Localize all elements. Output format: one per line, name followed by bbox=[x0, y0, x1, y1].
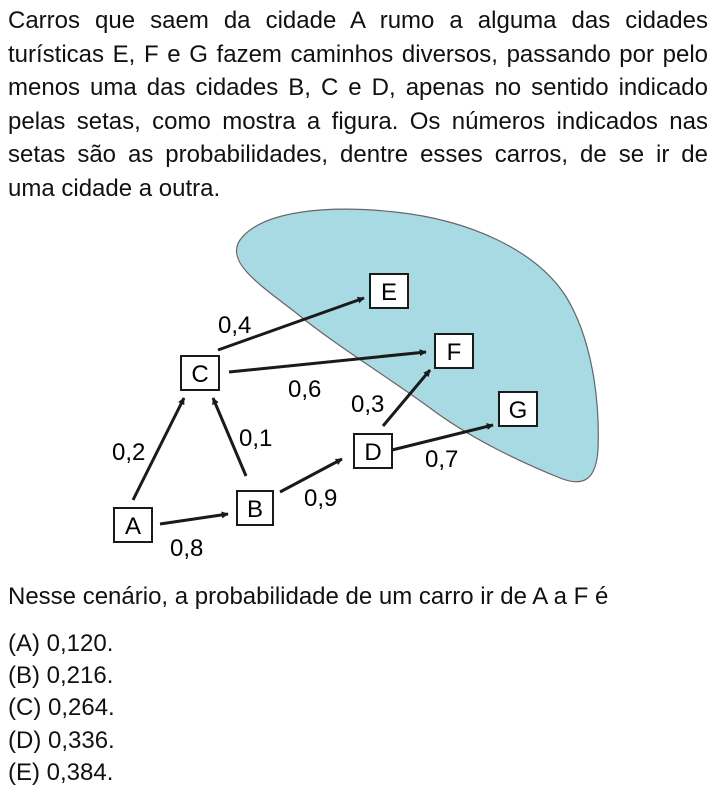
edge-label-a-c: 0,2 bbox=[112, 439, 146, 466]
answer-option-d[interactable]: (D) 0,336. bbox=[8, 726, 115, 754]
node-c-label: C bbox=[191, 361, 209, 388]
node-f-label: F bbox=[446, 339, 462, 366]
answer-option-a[interactable]: (A) 0,120. bbox=[8, 630, 114, 657]
node-e-label: E bbox=[380, 279, 398, 306]
node-g-label: G bbox=[508, 397, 528, 424]
statement-line: pelas setas, como mostra a figura. Os números indicados nas bbox=[8, 107, 708, 135]
answer-options bbox=[8, 628, 115, 789]
node-f bbox=[435, 334, 473, 368]
answer-option-e[interactable]: (E) 0,384. bbox=[8, 758, 114, 786]
node-d-label: D bbox=[364, 439, 382, 466]
arrow-a-to-b bbox=[160, 514, 228, 524]
edge-label-c-e: 0,4 bbox=[218, 312, 252, 339]
node-c bbox=[181, 356, 219, 390]
question-text: Nesse cenário, a probabilidade de um carro ir de A a F é bbox=[8, 583, 609, 610]
statement-line: turísticas E, F e G fazem caminhos diversos, passando por pelo bbox=[8, 40, 708, 68]
statement-line: menos uma das cidades B, C e D, apenas no sentido indicado bbox=[8, 74, 708, 102]
edge-label-b-c: 0,1 bbox=[239, 425, 273, 452]
node-b bbox=[237, 491, 273, 525]
node-d bbox=[354, 434, 392, 468]
edge-label-d-g: 0,7 bbox=[425, 446, 459, 473]
node-b-label: B bbox=[246, 496, 264, 523]
edge-label-a-b: 0,8 bbox=[170, 535, 204, 562]
answer-option-b[interactable]: (B) 0,216. bbox=[8, 662, 114, 690]
city-graph-diagram bbox=[0, 200, 717, 580]
node-a-label: A bbox=[124, 513, 142, 540]
problem-statement bbox=[8, 4, 708, 206]
node-g bbox=[499, 392, 537, 426]
node-e bbox=[370, 274, 408, 308]
statement-line: setas são as probabilidades, dentre esses carros, de se ir de bbox=[8, 141, 708, 169]
edge-label-b-d: 0,9 bbox=[304, 485, 338, 512]
statement-line: uma cidade a outra. bbox=[8, 174, 221, 202]
edge-label-c-f: 0,6 bbox=[288, 376, 322, 403]
statement-line: Carros que saem da cidade A rumo a alguma das cidades bbox=[8, 7, 708, 34]
tourist-region-area bbox=[236, 209, 598, 482]
node-a bbox=[114, 508, 152, 542]
edge-label-d-f: 0,3 bbox=[351, 391, 385, 418]
answer-option-c[interactable]: (C) 0,264. bbox=[8, 694, 115, 722]
